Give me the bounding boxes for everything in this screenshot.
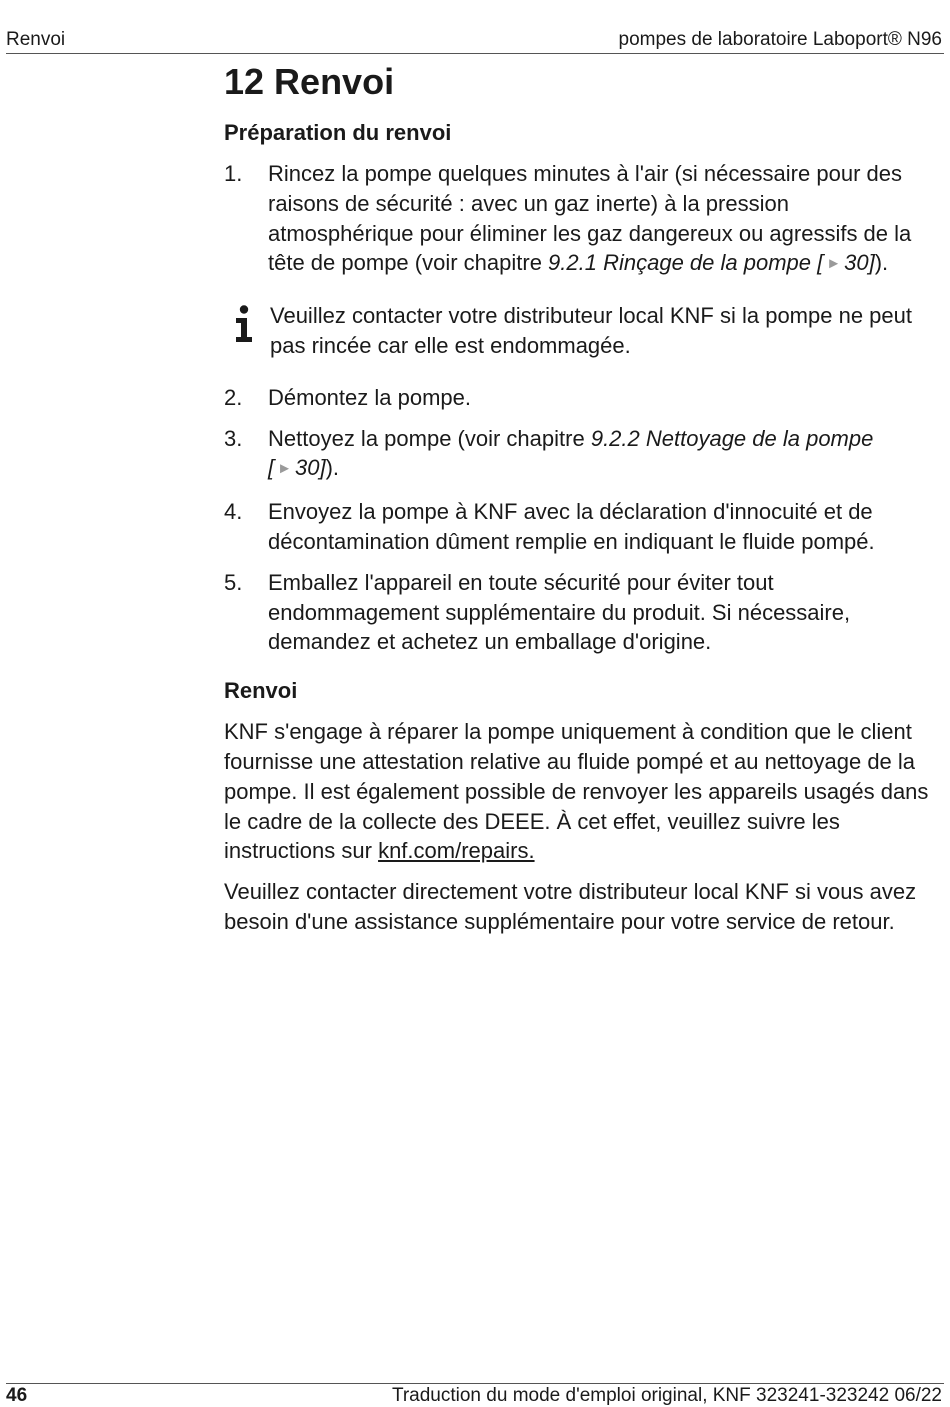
list-item	[224, 497, 936, 557]
section-heading-return: Renvoi	[224, 678, 298, 704]
section-heading-preparation: Préparation du renvoi	[224, 120, 452, 145]
page-arrow-icon: ►	[826, 255, 842, 273]
step-number: 2.	[224, 384, 243, 410]
header-divider	[6, 53, 944, 54]
header-product-title: pompes de laboratoire Laboport® N96	[618, 29, 942, 50]
step-number: 5.	[224, 569, 243, 595]
page-content	[224, 60, 936, 937]
list-item	[224, 383, 936, 413]
paragraph: Veuillez contacter directement votre distributeur local KNF si vous avez besoin d'une assistance supplémentaire pour votre service de retour.	[224, 879, 917, 934]
page-number: 46	[6, 1385, 28, 1406]
cross-reference-link[interactable]: 9.2.1 Rinçage de la pompe [ ► 30]	[548, 250, 875, 276]
step-number: 1.	[224, 161, 243, 186]
footer-divider	[6, 1383, 944, 1384]
step-text: Emballez l'appareil en toute sécurité pour éviter tout endommagement supplémentaire du produit. Si nécessaire, demandez et achetez un emballage d'origine.	[268, 569, 851, 655]
repairs-link[interactable]: knf.com/repairs.	[378, 838, 535, 864]
step-text: Rincez la pompe quelques minutes à l'air (si nécessaire pour des raisons de sécurité : avec un gaz inerte) à la pression atmosphérique pour éliminer les gaz dangereux ou agressifs de la tête de pompe (voir chapitre	[268, 161, 912, 276]
step-number: 3.	[224, 425, 243, 451]
chapter-title: 12 Renvoi	[224, 61, 395, 102]
list-item: 3. Nettoyez la pompe (voir chapitre 9.2.2 Nettoyage de la pompe [ ► 30]).	[224, 425, 874, 481]
list-item: 1. Rincez la pompe quelques minutes à l'air (si nécessaire pour des raisons de sécurité : avec un gaz inerte) à la pression atmosphérique pour éliminer les gaz dangereux ou agressifs de la tête de pompe (voir chapitre 9.2.1 Rinçage de la pompe [ ► 30]).	[224, 161, 912, 276]
step-number: 4.	[224, 499, 243, 525]
cross-reference-link[interactable]: 9.2.2 Nettoyage de la pompe [ ► 30]	[268, 425, 874, 481]
paragraph: KNF s'engage à réparer la pompe uniquement à condition que le client fournisse une attestation relative au fluide pompé et au nettoyage de la pompe. Il est également possible de renvoyer les appareils usagés dans le cadre de la collecte des DEEE. À cet effet, veuillez suivre les instructions sur knf.com/repairs.	[224, 719, 929, 864]
footer-text: Traduction du mode d'emploi original, KNF 323241-323242 06/22	[391, 1385, 942, 1406]
step-text: Nettoyez la pompe (voir chapitre	[268, 425, 591, 451]
header-section-title: Renvoi	[6, 29, 66, 50]
page-arrow-icon: ►	[277, 460, 292, 478]
info-note	[224, 301, 936, 361]
info-icon	[234, 305, 254, 343]
step-text: Démontez la pompe.	[268, 384, 471, 410]
list-item	[224, 568, 936, 657]
step-text: Envoyez la pompe à KNF avec la déclaration d'innocuité et de décontamination dûment remplie en indiquant le fluide pompé.	[268, 499, 875, 554]
preparation-steps	[224, 159, 936, 657]
note-text: Veuillez contacter votre distributeur local KNF si la pompe ne peut pas rincée car elle est endommagée.	[270, 303, 912, 358]
